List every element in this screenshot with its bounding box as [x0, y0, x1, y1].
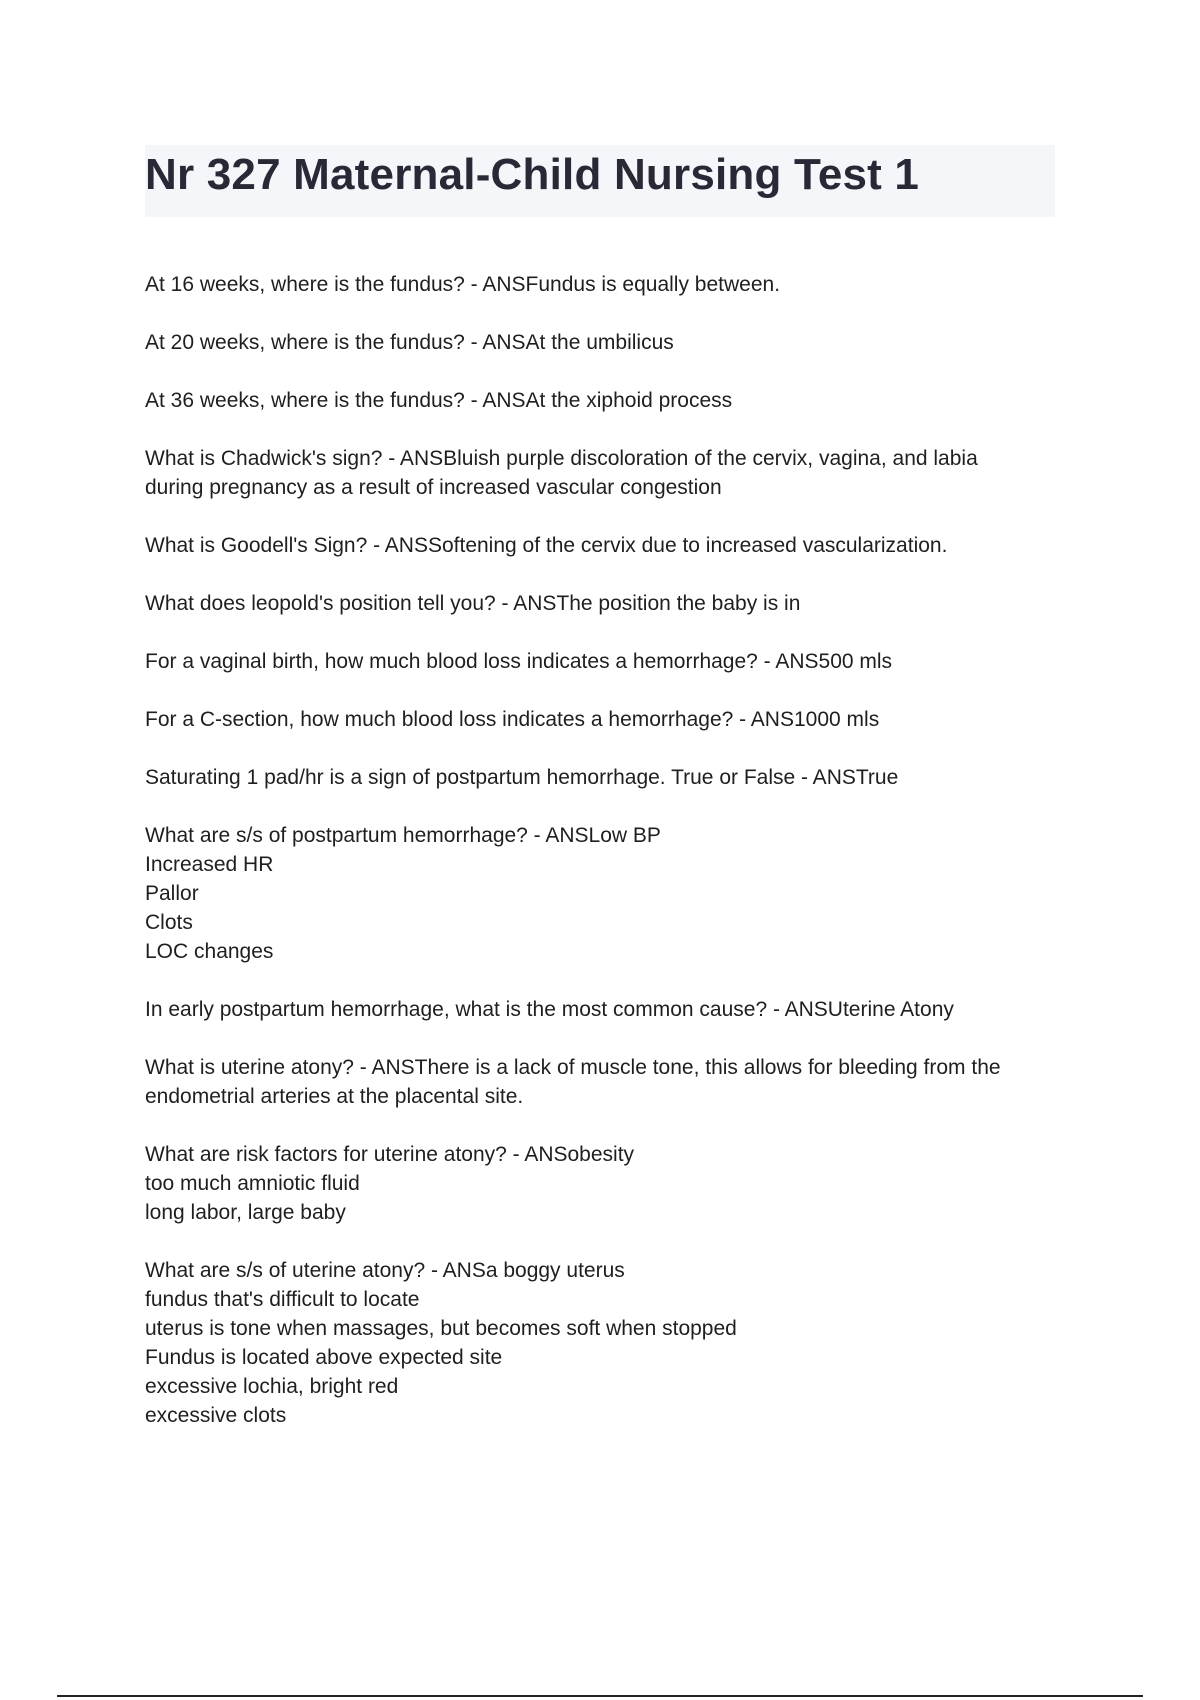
- qa-line: At 16 weeks, where is the fundus? - ANSFundus is equally between.: [145, 273, 781, 296]
- qa-line: Fundus is located above expected site: [145, 1346, 503, 1369]
- qa-item: [145, 386, 1065, 415]
- footer-divider: [57, 1695, 1143, 1697]
- qa-item: [145, 270, 1065, 299]
- qa-line: excessive lochia, bright red: [145, 1375, 399, 1398]
- qa-line: What does leopold's position tell you? - ANSThe position the baby is in: [145, 592, 801, 615]
- qa-item: [145, 705, 1065, 734]
- qa-line: excessive clots: [145, 1404, 287, 1427]
- qa-line: during pregnancy as a result of increased vascular congestion: [145, 476, 722, 499]
- qa-line: Pallor: [145, 882, 199, 905]
- qa-line: What are s/s of uterine atony? - ANSa boggy uterus: [145, 1259, 625, 1282]
- qa-line: Increased HR: [145, 853, 274, 876]
- qa-line: For a C-section, how much blood loss indicates a hemorrhage? - ANS1000 mls: [145, 708, 880, 731]
- qa-line: For a vaginal birth, how much blood loss indicates a hemorrhage? - ANS500 mls: [145, 650, 893, 673]
- qa-line: What is uterine atony? - ANSThere is a lack of muscle tone, this allows for bleeding from the: [145, 1056, 1001, 1079]
- qa-line: What are s/s of postpartum hemorrhage? - ANSLow BP: [145, 824, 661, 847]
- qa-item: [145, 763, 1065, 792]
- qa-item: [145, 647, 1065, 676]
- document-title: Nr 327 Maternal-Child Nursing Test 1: [145, 150, 920, 199]
- qa-line: What is Goodell's Sign? - ANSSoftening of the cervix due to increased vascularization.: [145, 534, 948, 557]
- qa-item: [145, 1140, 1065, 1227]
- qa-line: Clots: [145, 911, 193, 934]
- qa-item: [145, 995, 1065, 1024]
- qa-item: [145, 328, 1065, 357]
- qa-item: [145, 531, 1065, 560]
- qa-line: In early postpartum hemorrhage, what is the most common cause? - ANSUterine Atony: [145, 998, 954, 1021]
- qa-line: endometrial arteries at the placental site.: [145, 1085, 524, 1108]
- qa-line: fundus that's difficult to locate: [145, 1288, 420, 1311]
- qa-line: At 36 weeks, where is the fundus? - ANSAt the xiphoid process: [145, 389, 733, 412]
- qa-item: [145, 821, 1065, 966]
- qa-line: too much amniotic fluid: [145, 1172, 360, 1195]
- qa-line: uterus is tone when massages, but becomes soft when stopped: [145, 1317, 737, 1340]
- qa-item: [145, 444, 1065, 502]
- qa-line: Saturating 1 pad/hr is a sign of postpartum hemorrhage. True or False - ANSTrue: [145, 766, 899, 789]
- qa-line: long labor, large baby: [145, 1201, 346, 1224]
- qa-line: LOC changes: [145, 940, 274, 963]
- qa-item: [145, 1053, 1065, 1111]
- qa-list: [145, 270, 1065, 1459]
- qa-line: At 20 weeks, where is the fundus? - ANSAt the umbilicus: [145, 331, 674, 354]
- qa-line: What is Chadwick's sign? - ANSBluish purple discoloration of the cervix, vagina, and labia: [145, 447, 978, 470]
- qa-item: [145, 589, 1065, 618]
- qa-item: [145, 1256, 1065, 1430]
- qa-line: What are risk factors for uterine atony? - ANSobesity: [145, 1143, 635, 1166]
